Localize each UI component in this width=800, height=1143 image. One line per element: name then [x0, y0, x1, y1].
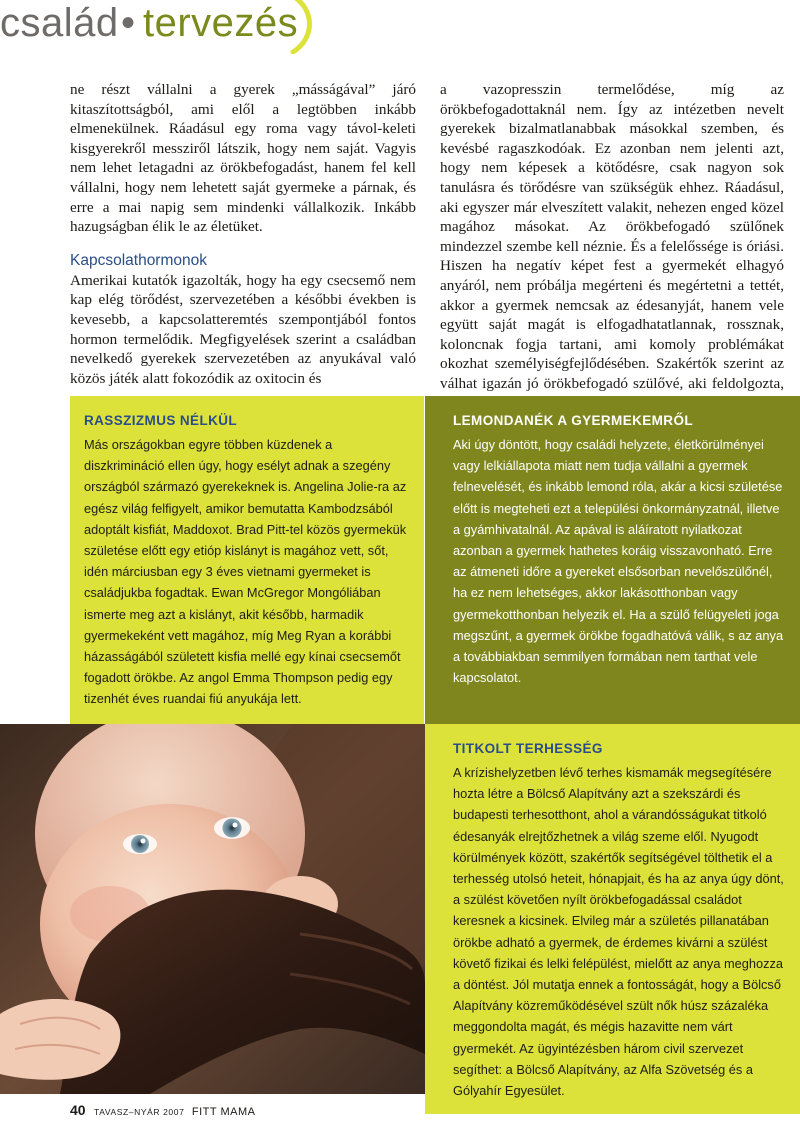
box-text: Aki úgy döntött, hogy családi helyzete, életkörülményei vagy lelkiállapota miatt nem tudja vállalni a gyermek felnevelését, és inkább lemond róla, akár a kicsi születése előtt is megteheti ezt a települési önkormányzatnál, illetve a gyámhivatalnál. Az apával is aláíratott nyilatkozat azonban a gyermek hathetes koráig visszavonható. Erre az átmeneti időre a gyereket elsősorban nevelőszülőnél, ha ez nem lehetséges, akkor lakásotthonban vagy gyermekotthonban helyezik el. Ha a szülő felügyeleti joga megszűnt, a gyermek örökbe fogadhatóvá válik, s az anya a továbbiakban semmilyen formában nem tarthat vele kapcsolatot. — [453, 437, 784, 686]
issue-season: TAVASZ–NYÁR 2007 — [94, 1107, 185, 1117]
box-text: A krízishelyzetben lévő terhes kismamák megsegítésére hozta létre a Bölcső Alapítvány azt a szekszárdi és budapesti terhesotthont, ahol a várandósságukat titkoló édesanyák elrejtőzhetnek a világ szeme elől. Nyugodt körülmények között, szakértők segítségével tölthetik el a terhesség utolsó heteit, hónapjait, és ha az anya úgy dönt, a szülést követően nyílt örökbefogadással családot keresnek a kicsinek. Elvileg már a születés pillanatában örökbe adható a gyermek, de érdemes kivárni a szülést követő fizikai és lelki felépülést, mielőtt az anya meghozza a döntést. Jól mutatja ennek a fontosságát, hogy a Bölcső Alapítvány közreműködésével szült nők húsz százaléka meggondolta magát, és mégis hazavitte nem várt gyermekét. Az ügyintézésben három civil szervezet segíthet: a Bölcső Alapítvány, az Alfa Szövetség és a Gólyahír Egyesület. — [453, 765, 784, 1099]
article-paragraph: Amerikai kutatók igazolták, hogy ha egy csecsemő nem kap elég törődést, szervezetében a későbbi években is kevesebb, a kapcsolatteremtés szempontjából fontos hormon termelődik. Megfigyelések szerint a családban nevelkedő gyerekek szervezetében az anyukával való közös játék alatt fokozódik az oxitocin és — [70, 271, 416, 387]
sidebar-box-racism — [70, 396, 424, 724]
page-footer — [70, 1102, 255, 1120]
baby-photo — [0, 724, 425, 1094]
magazine-name: FITT MAMA — [191, 1106, 256, 1118]
article-paragraph: ne részt vállalni a gyerek „másságával” járó kitaszítottságból, ami elől a legtöbben inkább elmenekülnek. Ráadásul egy roma vagy távol-keleti kisgyerekről messziről látszik, hogy nem saját. Vagyis nem lehet letagadni az örökbefogadást, hanem fel kell vállalni, hogy nem lehetett saját gyermeke a párnak, és erre a mai napig sem mindenki vállalkozik. Inkább hazugságban élik le az életüket. — [70, 81, 416, 236]
sidebar-box-renounce — [425, 396, 800, 724]
article-paragraph: a vazopresszin termelődése, míg az örökbefogadottaknál nem. Így az intézetben nevelt gyerekek bizalmatlanabbak másokkal szemben, és kevésbé ragaszkodóak. Ez azonban nem jelenti azt, hogy nem képesek a kötődésre, csak nagyon sok tanulásra és törődésre van szükségük ehhez. Ráadásul, aki egyszer már elveszített valakit, nehezen enged közel magához másokat. Az örökbefogadó szülőnek mindezzel szembe kell néznie. És a felelőssége is óriási. Hiszen ha negatív képet fest a gyermekét elhagyó anyáról, nem próbálja megérteni és megértetni a tettét, akkor a gyermek nemcsak az édesanyját, hanem vele együtt saját magát is elfogadhatatlannak, rossznak, koloncnak fogja tartani, ami komoly problémákat okozhat személyiségfejlődésében. Szakértők szerint az válhat igazán jó örökbefogadó szülővé, aki feldolgozta, — [440, 81, 784, 392]
article-column-left — [70, 80, 416, 388]
box-title: TITKOLT TERHESSÉG — [453, 741, 603, 756]
decorative-bracket-icon — [283, 0, 323, 54]
section-header — [0, 0, 800, 62]
page-number: 40 — [70, 1102, 86, 1118]
section-title-separator: • — [121, 1, 136, 45]
box-title: LEMONDANÉK A GYERMEKEMRŐL — [453, 413, 694, 428]
article-column-right — [440, 80, 784, 413]
section-title-word-2: tervezés — [143, 1, 299, 45]
sidebar-box-secret-pregnancy — [425, 724, 800, 1114]
section-title-word-1: család — [0, 1, 119, 45]
box-title: RASSZIZMUS NÉLKÜL — [84, 413, 238, 428]
baby-photo-image — [0, 724, 425, 1094]
box-text: Más országokban egyre többen küzdenek a diszkrimináció ellen úgy, hogy esélyt adnak a szegény országból származó gyerekeknek is. Angelina Jolie-ra az egész világ felfigyelt, amikor bemutatta Kambodzsából adoptált kisfiát, Maddoxot. Brad Pitt-tel közös gyermekük születése előtt egy etióp kislányt is magához vett, sőt, idén márciusban egy 3 éves vietnami gyermeket is családjukba fogadtak. Ewan McGregor Mongóliában ismerte meg azt a kislányt, akit később, harmadik gyermekeként vett magához, míg Meg Ryan a korábbi házasságából született kisfia mellé egy kínai csecsemőt fogadott örökbe. Az angol Emma Thompson pedig egy tizenhét éves ruandai fiú anyukája lett. — [84, 437, 407, 707]
article-subheading: Kapcsolathormonok — [70, 251, 207, 269]
